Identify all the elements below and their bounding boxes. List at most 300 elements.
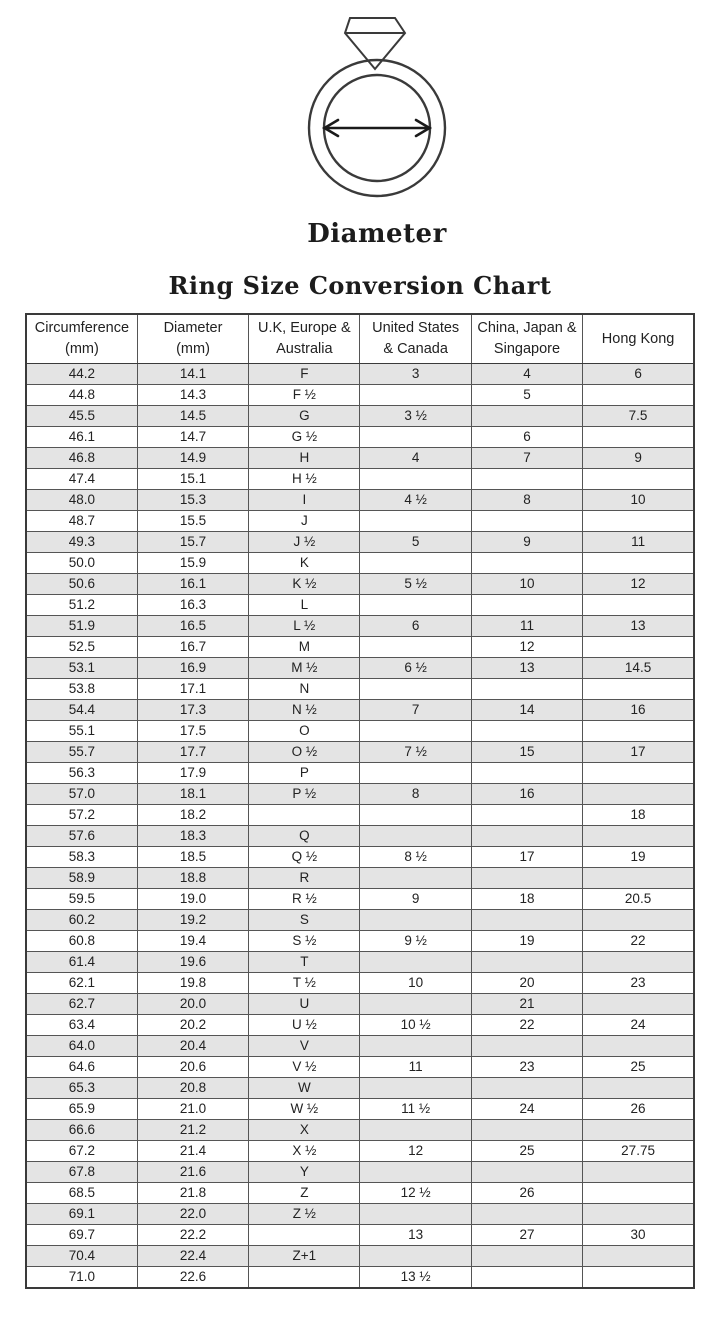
table-cell: 18 — [583, 805, 694, 826]
table-cell: 71.0 — [26, 1267, 137, 1289]
table-row — [26, 994, 694, 1015]
table-row — [26, 448, 694, 469]
table-cell — [583, 868, 694, 889]
table-row — [26, 847, 694, 868]
table-row — [26, 385, 694, 406]
table-cell: 11 — [583, 532, 694, 553]
table-cell: 19.4 — [137, 931, 248, 952]
table-cell: H ½ — [249, 469, 360, 490]
table-cell: 13 — [583, 616, 694, 637]
table-cell: 14 — [471, 700, 582, 721]
table-cell: 65.3 — [26, 1078, 137, 1099]
table-cell: G ½ — [249, 427, 360, 448]
column-header-line: U.K, Europe & — [257, 320, 351, 336]
table-row — [26, 700, 694, 721]
table-cell: 23 — [583, 973, 694, 994]
table-cell: N — [249, 679, 360, 700]
table-cell: 16.7 — [137, 637, 248, 658]
table-cell — [583, 1183, 694, 1204]
table-cell: 50.6 — [26, 574, 137, 595]
header-row — [26, 314, 694, 364]
table-cell: 13 ½ — [360, 1267, 471, 1289]
table-cell: K ½ — [249, 574, 360, 595]
table-cell: 62.7 — [26, 994, 137, 1015]
table-cell: 21 — [471, 994, 582, 1015]
table-cell: 21.4 — [137, 1141, 248, 1162]
table-row — [26, 427, 694, 448]
table-row — [26, 532, 694, 553]
table-cell: 15.1 — [137, 469, 248, 490]
table-cell: T — [249, 952, 360, 973]
table-cell: 8 ½ — [360, 847, 471, 868]
diameter-label: Diameter — [307, 219, 447, 249]
table-cell: 20.4 — [137, 1036, 248, 1057]
table-cell: 45.5 — [26, 406, 137, 427]
column-header-line: & Canada — [383, 341, 448, 357]
table-row — [26, 1204, 694, 1225]
table-cell: 16 — [471, 784, 582, 805]
column-header — [249, 314, 360, 364]
table-cell: J — [249, 511, 360, 532]
table-cell: 27 — [471, 1225, 582, 1246]
table-cell — [471, 1162, 582, 1183]
table-cell: 56.3 — [26, 763, 137, 784]
table-cell: 48.7 — [26, 511, 137, 532]
table-cell: 64.0 — [26, 1036, 137, 1057]
table-cell: 27.75 — [583, 1141, 694, 1162]
table-cell — [360, 427, 471, 448]
table-cell: 47.4 — [26, 469, 137, 490]
table-cell: 25 — [583, 1057, 694, 1078]
table-cell: 24 — [471, 1099, 582, 1120]
table-cell: 17.1 — [137, 679, 248, 700]
table-cell: 20.8 — [137, 1078, 248, 1099]
table-cell — [360, 1246, 471, 1267]
table-cell — [471, 1246, 582, 1267]
table-row — [26, 1036, 694, 1057]
table-cell: 8 — [360, 784, 471, 805]
table-cell: 19.2 — [137, 910, 248, 931]
table-cell — [583, 637, 694, 658]
table-cell: 14.1 — [137, 364, 248, 385]
table-cell — [583, 553, 694, 574]
table-cell — [249, 1267, 360, 1289]
table-row — [26, 742, 694, 763]
table-row — [26, 1120, 694, 1141]
table-cell: 9 ½ — [360, 931, 471, 952]
table-row — [26, 679, 694, 700]
table-cell: 46.1 — [26, 427, 137, 448]
table-cell: 52.5 — [26, 637, 137, 658]
table-cell: O ½ — [249, 742, 360, 763]
table-row — [26, 1015, 694, 1036]
table-cell: S ½ — [249, 931, 360, 952]
table-cell — [583, 1246, 694, 1267]
table-cell: 17.9 — [137, 763, 248, 784]
table-cell: 60.8 — [26, 931, 137, 952]
table-row — [26, 868, 694, 889]
table-cell: 55.1 — [26, 721, 137, 742]
table-cell: U ½ — [249, 1015, 360, 1036]
table-cell: 66.6 — [26, 1120, 137, 1141]
table-cell — [360, 637, 471, 658]
table-cell: 21.2 — [137, 1120, 248, 1141]
table-cell — [583, 511, 694, 532]
table-cell: 19.8 — [137, 973, 248, 994]
table-body — [26, 364, 694, 1289]
table-cell — [583, 826, 694, 847]
table-row — [26, 973, 694, 994]
table-row — [26, 553, 694, 574]
table-cell — [471, 721, 582, 742]
table-cell: 15.9 — [137, 553, 248, 574]
table-cell: 18.2 — [137, 805, 248, 826]
table-row — [26, 490, 694, 511]
table-cell: Z ½ — [249, 1204, 360, 1225]
table-cell: 6 — [583, 364, 694, 385]
column-header-line: Hong Kong — [601, 330, 675, 347]
table-cell: 50.0 — [26, 553, 137, 574]
table-row — [26, 931, 694, 952]
table-cell — [360, 553, 471, 574]
table-cell — [471, 826, 582, 847]
table-cell: 55.7 — [26, 742, 137, 763]
table-cell: I — [249, 490, 360, 511]
table-cell: 15.7 — [137, 532, 248, 553]
table-cell — [360, 679, 471, 700]
table-cell: 10 — [360, 973, 471, 994]
table-cell: 13 — [360, 1225, 471, 1246]
table-row — [26, 826, 694, 847]
table-cell — [360, 469, 471, 490]
table-cell — [360, 763, 471, 784]
table-cell: 21.6 — [137, 1162, 248, 1183]
table-cell: R ½ — [249, 889, 360, 910]
table-cell: 44.2 — [26, 364, 137, 385]
table-cell: 30 — [583, 1225, 694, 1246]
table-row — [26, 658, 694, 679]
table-cell: 16.5 — [137, 616, 248, 637]
table-cell: 51.9 — [26, 616, 137, 637]
table-cell: 57.0 — [26, 784, 137, 805]
table-cell: 14.3 — [137, 385, 248, 406]
table-cell: W ½ — [249, 1099, 360, 1120]
column-header-line: Diameter — [163, 320, 223, 336]
table-cell — [583, 952, 694, 973]
table-cell: T ½ — [249, 973, 360, 994]
table-cell: 12 ½ — [360, 1183, 471, 1204]
page-title: Ring Size Conversion Chart — [168, 271, 552, 300]
table-cell: 20.0 — [137, 994, 248, 1015]
table-cell — [583, 784, 694, 805]
table-cell: 11 — [471, 616, 582, 637]
table-row — [26, 406, 694, 427]
table-cell: K — [249, 553, 360, 574]
table-cell — [360, 385, 471, 406]
column-header-line: China, Japan & — [477, 320, 577, 336]
table-cell: N ½ — [249, 700, 360, 721]
table-cell — [360, 868, 471, 889]
table-cell: M ½ — [249, 658, 360, 679]
table-cell: W — [249, 1078, 360, 1099]
table-cell: 57.2 — [26, 805, 137, 826]
table-cell — [583, 469, 694, 490]
table-cell: 11 — [360, 1057, 471, 1078]
table-row — [26, 364, 694, 385]
table-cell — [249, 805, 360, 826]
table-cell: S — [249, 910, 360, 931]
table-cell: 54.4 — [26, 700, 137, 721]
table-cell — [471, 679, 582, 700]
table-cell — [471, 763, 582, 784]
column-header-line: Circumference — [34, 320, 130, 336]
table-cell: V — [249, 1036, 360, 1057]
table-cell — [471, 952, 582, 973]
table-cell: 53.8 — [26, 679, 137, 700]
table-row — [26, 805, 694, 826]
table-row — [26, 595, 694, 616]
table-cell: 6 ½ — [360, 658, 471, 679]
table-row — [26, 1078, 694, 1099]
table-row — [26, 763, 694, 784]
table-cell: 57.6 — [26, 826, 137, 847]
table-cell: P ½ — [249, 784, 360, 805]
table-row — [26, 469, 694, 490]
column-header-line: Singapore — [493, 341, 561, 357]
table-cell: 69.7 — [26, 1225, 137, 1246]
table-cell: 18.3 — [137, 826, 248, 847]
table-cell: 14.5 — [137, 406, 248, 427]
table-cell: 18 — [471, 889, 582, 910]
table-row — [26, 574, 694, 595]
table-cell — [471, 910, 582, 931]
table-cell — [583, 427, 694, 448]
table-row — [26, 721, 694, 742]
table-cell: G — [249, 406, 360, 427]
table-cell: 10 ½ — [360, 1015, 471, 1036]
table-cell: 5 — [360, 532, 471, 553]
table-cell: 23 — [471, 1057, 582, 1078]
table-cell: 58.9 — [26, 868, 137, 889]
table-cell: 11 ½ — [360, 1099, 471, 1120]
table-cell — [471, 511, 582, 532]
table-cell: L ½ — [249, 616, 360, 637]
table-cell — [360, 1120, 471, 1141]
table-cell: 58.3 — [26, 847, 137, 868]
table-cell: 26 — [583, 1099, 694, 1120]
table-cell: 25 — [471, 1141, 582, 1162]
table-cell: 68.5 — [26, 1183, 137, 1204]
table-cell: 16.3 — [137, 595, 248, 616]
table-cell: 21.8 — [137, 1183, 248, 1204]
table-cell — [360, 952, 471, 973]
table-row — [26, 616, 694, 637]
table-cell: 20.6 — [137, 1057, 248, 1078]
table-cell — [471, 805, 582, 826]
table-cell: 9 — [583, 448, 694, 469]
column-header — [583, 314, 694, 364]
table-cell: 19 — [583, 847, 694, 868]
table-row — [26, 1267, 694, 1289]
table-cell: 7 — [360, 700, 471, 721]
table-cell — [471, 406, 582, 427]
column-header — [26, 314, 137, 364]
table-cell: 16 — [583, 700, 694, 721]
table-cell: 17 — [471, 847, 582, 868]
table-cell: 15.5 — [137, 511, 248, 532]
table-cell: 4 ½ — [360, 490, 471, 511]
table-cell: 10 — [583, 490, 694, 511]
table-cell — [471, 1267, 582, 1289]
table-cell: X — [249, 1120, 360, 1141]
table-cell: Z — [249, 1183, 360, 1204]
table-cell: 60.2 — [26, 910, 137, 931]
table-cell: 63.4 — [26, 1015, 137, 1036]
table-cell — [583, 1078, 694, 1099]
table-cell: 48.0 — [26, 490, 137, 511]
table-cell: Z+1 — [249, 1246, 360, 1267]
table-cell: 22.2 — [137, 1225, 248, 1246]
table-cell: 15.3 — [137, 490, 248, 511]
table-cell: 46.8 — [26, 448, 137, 469]
table-cell: 22 — [471, 1015, 582, 1036]
table-cell — [583, 385, 694, 406]
table-cell: 20 — [471, 973, 582, 994]
table-cell: 22 — [583, 931, 694, 952]
table-cell: 4 — [471, 364, 582, 385]
table-row — [26, 1225, 694, 1246]
table-cell — [471, 553, 582, 574]
table-cell — [471, 595, 582, 616]
table-cell: 64.6 — [26, 1057, 137, 1078]
table-cell: 4 — [360, 448, 471, 469]
ring-diamond-diameter-icon — [303, 8, 451, 208]
table-cell — [583, 1204, 694, 1225]
table-cell — [360, 1078, 471, 1099]
table-cell: 17.5 — [137, 721, 248, 742]
column-header — [471, 314, 582, 364]
table-row — [26, 784, 694, 805]
table-cell — [583, 1120, 694, 1141]
table-cell: 18.1 — [137, 784, 248, 805]
column-header — [137, 314, 248, 364]
table-cell: 10 — [471, 574, 582, 595]
table-cell: H — [249, 448, 360, 469]
table-cell — [249, 1225, 360, 1246]
table-cell: 7 — [471, 448, 582, 469]
table-cell: 7.5 — [583, 406, 694, 427]
table-row — [26, 952, 694, 973]
table-cell — [583, 595, 694, 616]
table-cell — [583, 910, 694, 931]
table-cell: 12 — [583, 574, 694, 595]
column-header — [360, 314, 471, 364]
table-cell: J ½ — [249, 532, 360, 553]
table-cell: 16.9 — [137, 658, 248, 679]
table-cell: 3 ½ — [360, 406, 471, 427]
table-row — [26, 1057, 694, 1078]
table-cell: 21.0 — [137, 1099, 248, 1120]
column-header-line: United States — [372, 320, 460, 336]
table-cell: Y — [249, 1162, 360, 1183]
table-cell: 22.0 — [137, 1204, 248, 1225]
ring-illustration — [303, 8, 451, 208]
table-cell: 9 — [471, 532, 582, 553]
table-row — [26, 511, 694, 532]
table-cell — [360, 721, 471, 742]
table-cell — [360, 1162, 471, 1183]
table-cell — [360, 595, 471, 616]
table-cell: 24 — [583, 1015, 694, 1036]
table-cell: 19.6 — [137, 952, 248, 973]
table-cell: 13 — [471, 658, 582, 679]
table-cell — [471, 1120, 582, 1141]
table-cell: 20.5 — [583, 889, 694, 910]
table-cell: 44.8 — [26, 385, 137, 406]
ring-size-table — [25, 313, 695, 1289]
table-cell: X ½ — [249, 1141, 360, 1162]
table-cell: 59.5 — [26, 889, 137, 910]
table-cell: 69.1 — [26, 1204, 137, 1225]
table-cell: 12 — [360, 1141, 471, 1162]
table-cell: 17 — [583, 742, 694, 763]
table-cell: 22.4 — [137, 1246, 248, 1267]
table-cell — [583, 763, 694, 784]
table-cell: 8 — [471, 490, 582, 511]
table-cell — [471, 1204, 582, 1225]
table-cell — [360, 994, 471, 1015]
table-cell: P — [249, 763, 360, 784]
table-cell — [471, 1036, 582, 1057]
table-cell: 14.7 — [137, 427, 248, 448]
table-cell: 62.1 — [26, 973, 137, 994]
table-cell: Q — [249, 826, 360, 847]
table-cell: Q ½ — [249, 847, 360, 868]
table-cell — [583, 1267, 694, 1289]
table-cell: 67.8 — [26, 1162, 137, 1183]
table-cell — [583, 994, 694, 1015]
table-cell: 51.2 — [26, 595, 137, 616]
table-cell: 53.1 — [26, 658, 137, 679]
table-cell: 67.2 — [26, 1141, 137, 1162]
column-header-line: Australia — [276, 341, 333, 357]
table-cell: 6 — [471, 427, 582, 448]
table-cell — [471, 868, 582, 889]
table-cell — [471, 1078, 582, 1099]
table-cell: L — [249, 595, 360, 616]
table-cell: V ½ — [249, 1057, 360, 1078]
table-cell — [583, 679, 694, 700]
column-header-line: (mm) — [65, 341, 99, 357]
table-cell — [583, 1036, 694, 1057]
table-cell: M — [249, 637, 360, 658]
table-cell: 9 — [360, 889, 471, 910]
table-cell: 5 ½ — [360, 574, 471, 595]
table-cell: 17.7 — [137, 742, 248, 763]
table-cell — [583, 721, 694, 742]
table-cell: 15 — [471, 742, 582, 763]
table-cell — [471, 469, 582, 490]
column-header-line: (mm) — [176, 341, 210, 357]
table-row — [26, 910, 694, 931]
table-cell: 6 — [360, 616, 471, 637]
table-cell: 22.6 — [137, 1267, 248, 1289]
table-cell: 7 ½ — [360, 742, 471, 763]
table-cell: 18.5 — [137, 847, 248, 868]
table-cell: 18.8 — [137, 868, 248, 889]
table-header — [26, 314, 694, 364]
table-cell — [583, 1162, 694, 1183]
